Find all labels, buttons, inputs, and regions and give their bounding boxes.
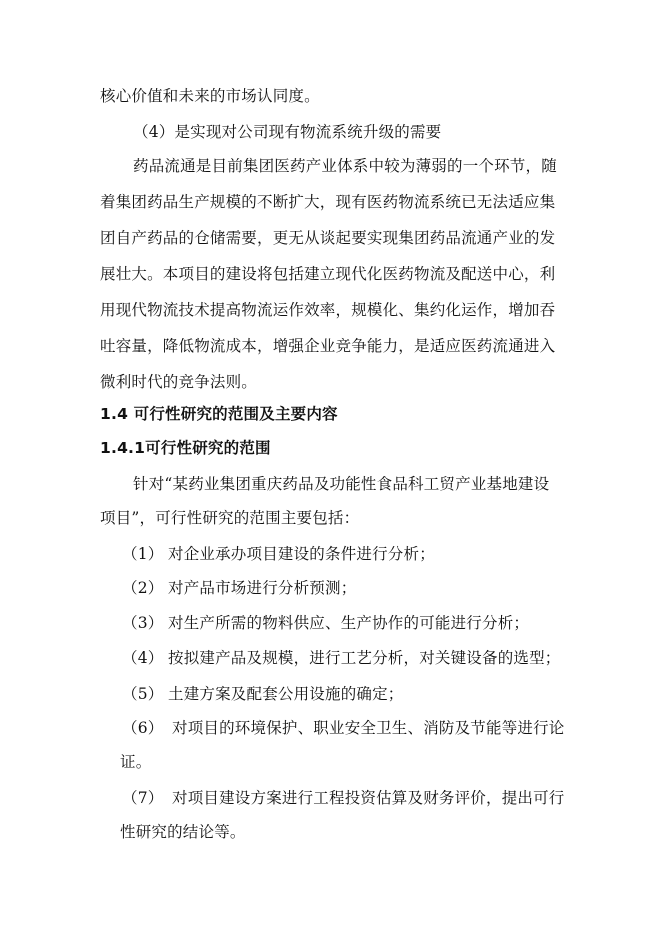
paragraph-line: 药品流通是目前集团医药产业体系中较为薄弱的一个环节，随	[133, 157, 557, 175]
list-item-number: （2）	[122, 579, 164, 597]
paragraph-line: 吐容量，降低物流成本，增强企业竞争能力，是适应医药流通进入	[100, 337, 556, 355]
list-item-number: （5）	[122, 685, 164, 703]
list-item-text: 对项目建设方案进行工程投资估算及财务评价，提出可行	[172, 789, 565, 807]
list-item-text: 对项目的环境保护、职业安全卫生、消防及节能等进行论	[172, 719, 565, 737]
paragraph-line: 团自产药品的仓储需要，更无从谈起要实现集团药品流通产业的发	[100, 229, 556, 247]
list-item-text: 对企业承办项目建设的条件进行分析；	[168, 545, 435, 563]
intro-line: 针对“某药业集团重庆药品及功能性食品科工贸产业基地建设	[133, 475, 550, 493]
list-item-number: （6）	[122, 719, 164, 737]
paragraph-line: 展壮大。本项目的建设将包括建立现代化医药物流及配送中心，利	[100, 265, 556, 283]
list-item-text: 土建方案及配套公用设施的确定；	[168, 685, 404, 703]
paragraph-line: 着集团药品生产规模的不断扩大，现有医药物流系统已无法适应集	[100, 193, 556, 211]
list-item-text: 对生产所需的物料供应、生产协作的可能进行分析；	[168, 614, 530, 632]
paragraph-line: 微利时代的竞争法则。	[100, 373, 258, 391]
list-item-text: 按拟建产品及规模，进行工艺分析，对关键设备的选型；	[168, 649, 561, 667]
list-item-continuation: 证。	[120, 753, 152, 771]
section-heading: 1.4 可行性研究的范围及主要内容	[100, 405, 338, 423]
list-item-number: （7）	[122, 789, 164, 807]
intro-line: 项目”，可行性研究的范围主要包括：	[100, 509, 360, 527]
item-heading: （4）是实现对公司现有物流系统升级的需要	[133, 123, 442, 141]
list-item-number: （4）	[122, 649, 164, 667]
list-item-number: （1）	[122, 545, 164, 563]
paragraph-line: 用现代物流技术提高物流运作效率，规模化、集约化运作，增加吞	[100, 301, 556, 319]
paragraph-line: 核心价值和未来的市场认同度。	[100, 87, 320, 105]
list-item-text: 对产品市场进行分析预测；	[168, 579, 357, 597]
subsection-heading: 1.4.1可行性研究的范围	[100, 439, 271, 457]
list-item-continuation: 性研究的结论等。	[120, 823, 246, 841]
list-item-number: （3）	[122, 614, 164, 632]
